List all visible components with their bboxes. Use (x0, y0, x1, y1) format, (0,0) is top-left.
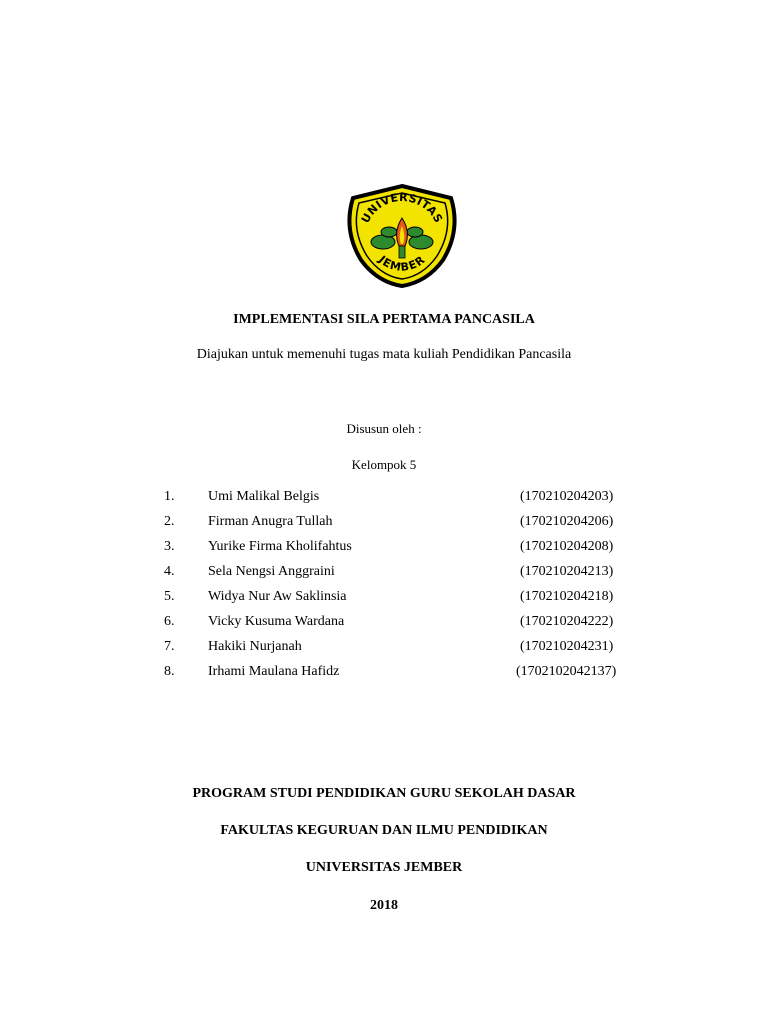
member-item (0, 514, 768, 538)
study-program: PROGRAM STUDI PENDIDIKAN GURU SEKOLAH DASAR (192, 786, 576, 801)
member-id: (170210204218) (520, 589, 614, 604)
member-id: (170210204231) (520, 639, 614, 654)
member-number: 8. (164, 664, 175, 679)
member-item (0, 639, 768, 663)
member-name: Hakiki Nurjanah (208, 639, 302, 654)
university-name: UNIVERSITAS JEMBER (305, 860, 463, 875)
compiled-by-label: Disusun oleh : (346, 421, 422, 436)
member-number: 6. (164, 614, 175, 629)
logo-text-top: UNIVERSITAS (358, 190, 446, 226)
member-id: (170210204206) (520, 514, 614, 529)
group-label: Kelompok 5 (351, 457, 417, 472)
logo-text-bottom: JEMBER (376, 252, 428, 275)
document-title: IMPLEMENTASI SILA PERTAMA PANCASILA (233, 312, 535, 327)
document-year: 2018 (370, 898, 398, 913)
faculty-name: FAKULTAS KEGURUAN DAN ILMU PENDIDIKAN (220, 823, 548, 838)
member-id: (170210204213) (520, 564, 614, 579)
member-name: Yurike Firma Kholifahtus (208, 539, 352, 554)
member-id: (170210204208) (520, 539, 614, 554)
member-item (0, 614, 768, 638)
member-name: Vicky Kusuma Wardana (208, 614, 345, 629)
member-name: Umi Malikal Belgis (208, 489, 320, 504)
member-item (0, 589, 768, 613)
member-name: Irhami Maulana Hafidz (208, 664, 340, 679)
member-number: 5. (164, 589, 175, 604)
member-number: 1. (164, 489, 175, 504)
member-number: 2. (164, 514, 175, 529)
member-item (0, 664, 768, 688)
member-number: 4. (164, 564, 175, 579)
member-number: 7. (164, 639, 175, 654)
member-item (0, 539, 768, 563)
member-id: (170210204203) (520, 489, 614, 504)
member-name: Widya Nur Aw Saklinsia (208, 589, 347, 604)
member-id: (170210204222) (520, 614, 614, 629)
member-id: (1702102042137) (516, 664, 617, 679)
member-item (0, 489, 768, 513)
member-name: Firman Anugra Tullah (208, 514, 333, 529)
member-number: 3. (164, 539, 175, 554)
member-name: Sela Nengsi Anggraini (208, 564, 335, 579)
university-jember-logo (339, 182, 465, 290)
document-subtitle: Diajukan untuk memenuhi tugas mata kuliah Pendidikan Pancasila (196, 347, 572, 362)
member-item (0, 564, 768, 588)
